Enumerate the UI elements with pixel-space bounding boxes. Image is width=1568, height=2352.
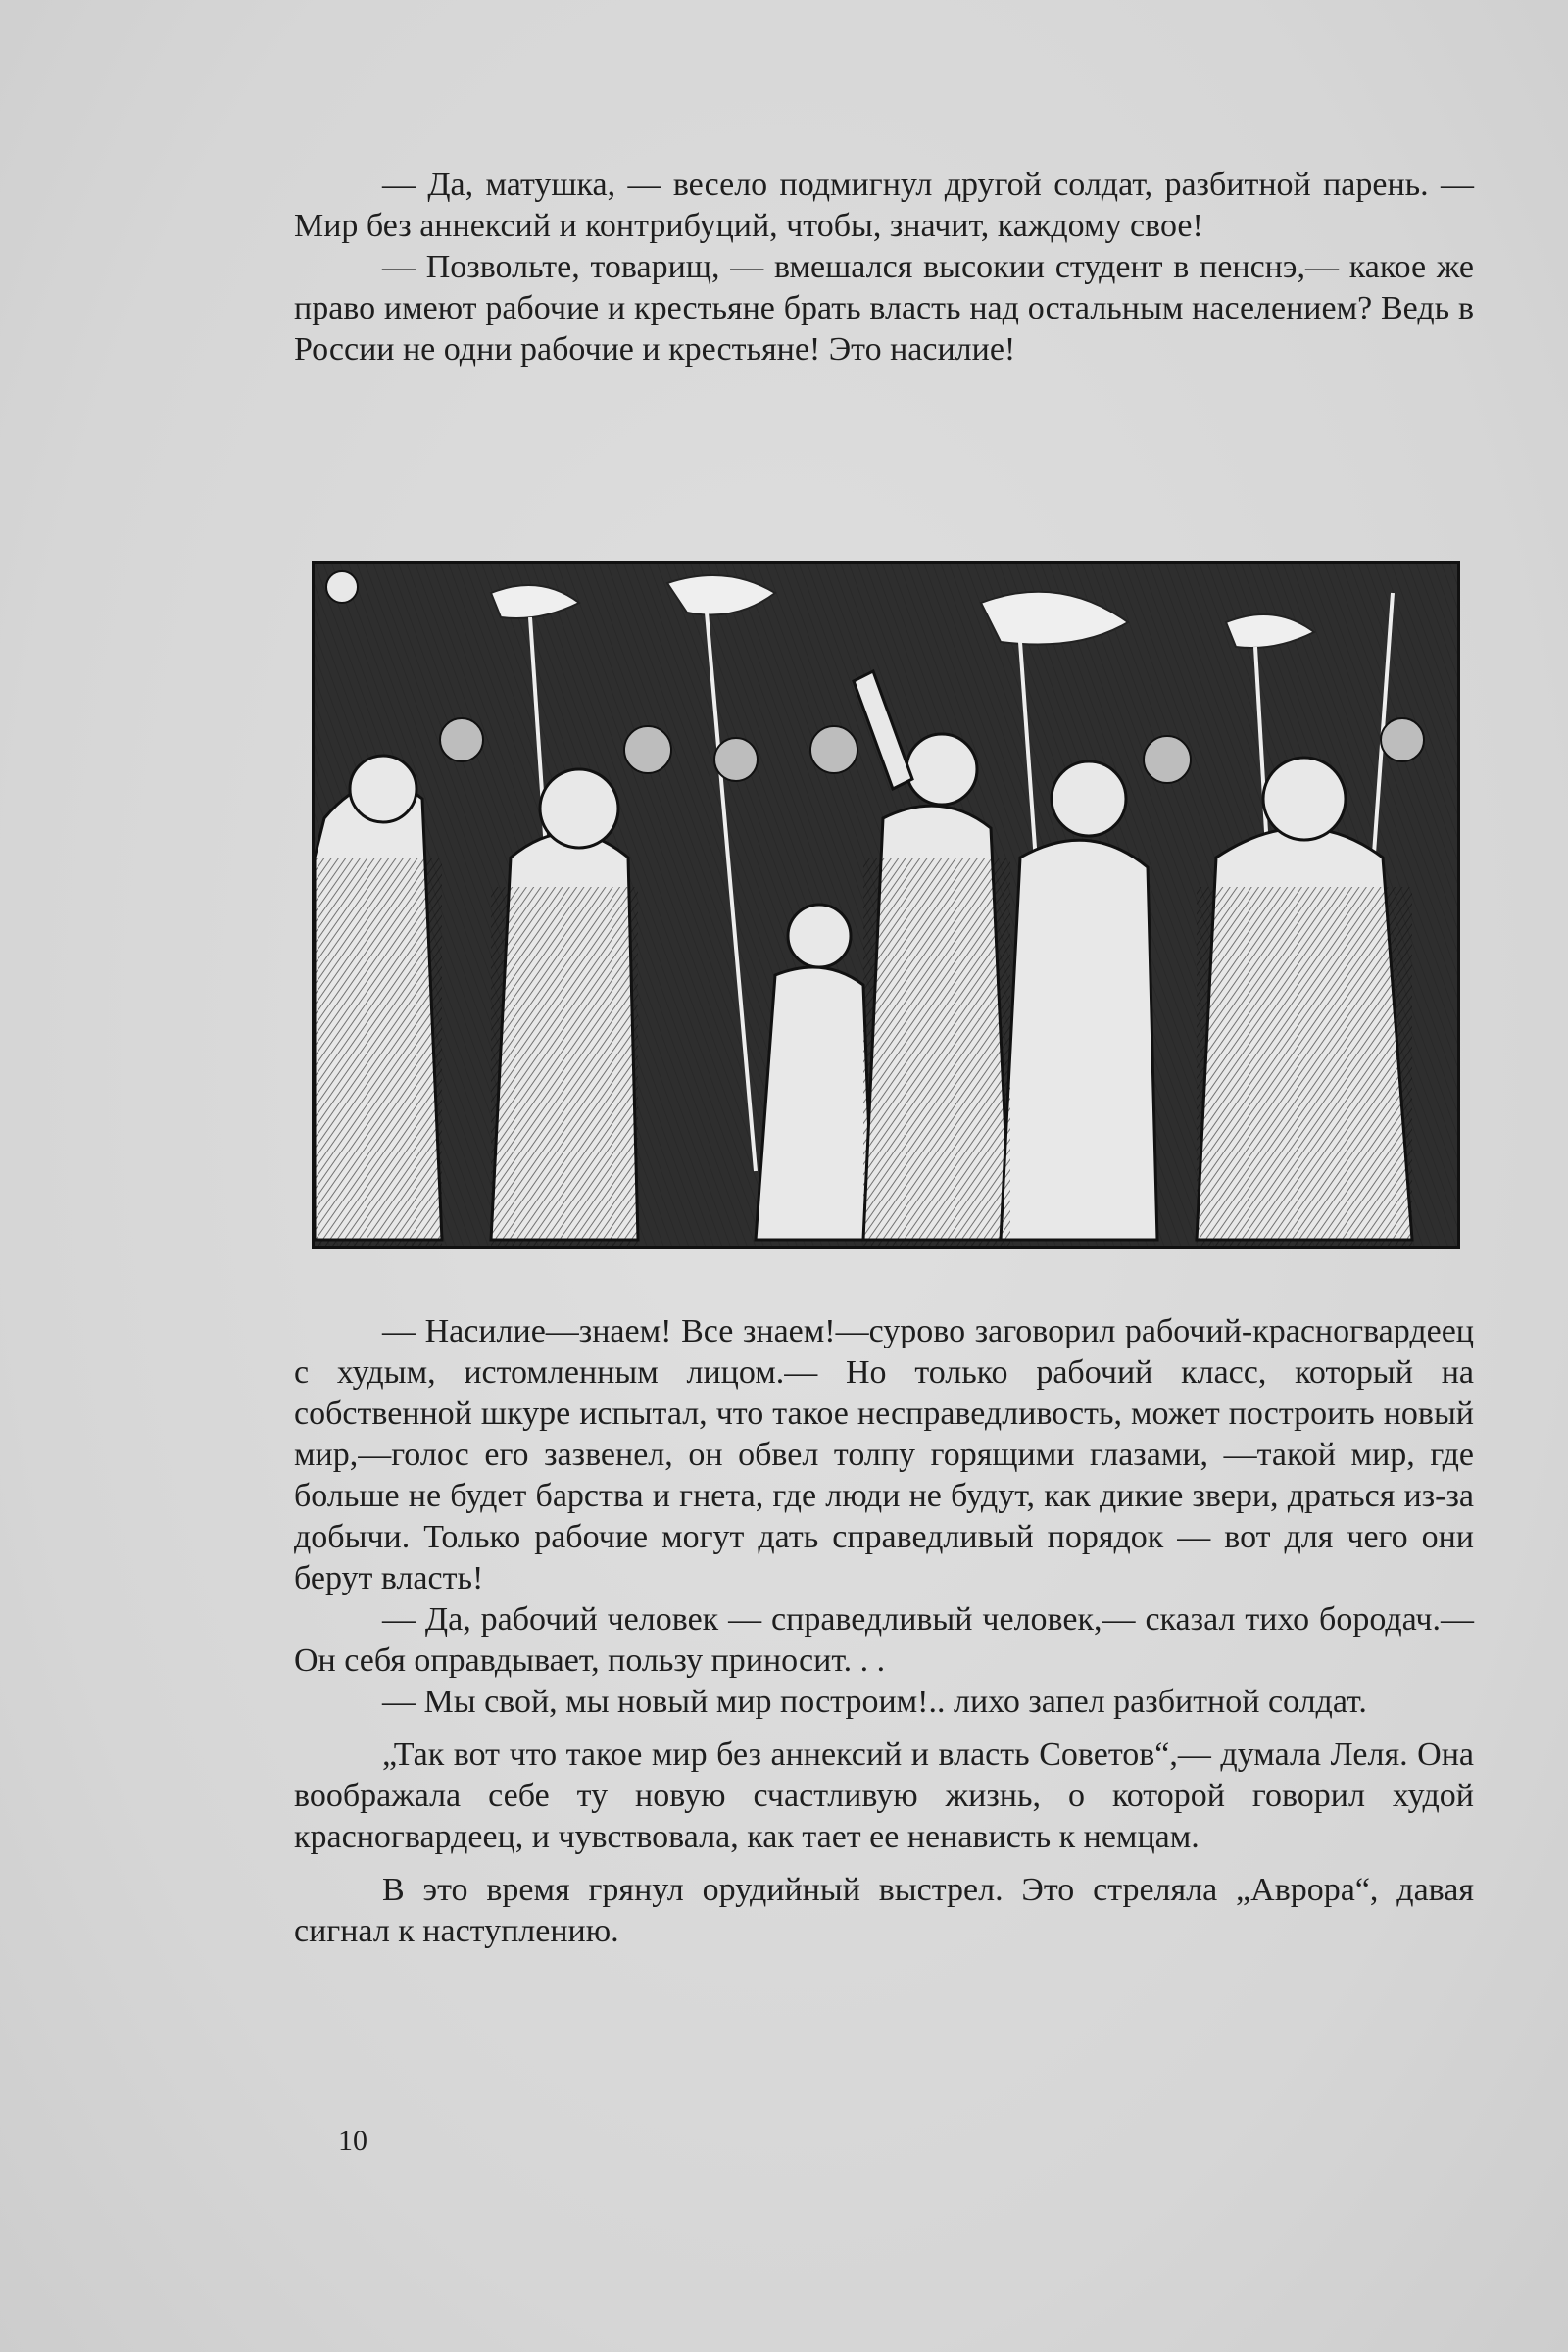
paragraph: — Мы свой, мы новый мир построим!.. лихо запел разбитной солдат. — [382, 1684, 1367, 1720]
paragraph: — Позвольте, товарищ, — вмешался высокии студент в пенснэ,— какое же право имеют рабочие и крестьяне брать власть над остальным населением? Ведь в России не одни рабочие и крестьяне! Это насилие! — [294, 249, 1474, 368]
paragraph: „Так вот что такое мир без аннексий и власть Советов“,— думала Леля. Она воображала себе ту новую счастливую жизнь, о которой говорил худой красногвардеец, и чувствовала, как тает ее ненависть к немцам. — [294, 1737, 1474, 1855]
paragraph: В это время грянул орудийный выстрел. Это стреляла „Аврора“, давая сигнал к наступлению. — [294, 1872, 1474, 1949]
text-block-bottom — [294, 1311, 1474, 1952]
text-block-top — [294, 165, 1474, 370]
illustration — [312, 561, 1460, 1249]
paragraph: — Да, рабочий человек — справедливый человек,— сказал тихо бородач.— Он себя оправдывает, пользу приносит. . . — [294, 1601, 1474, 1679]
monogram-icon — [326, 571, 358, 603]
page-number: 10 — [338, 2125, 368, 2157]
paragraph: — Да, матушка, — весело подмигнул другой солдат, разбитной парень. —Мир без аннексий и контрибуций, чтобы, значит, каждому свое! — [294, 167, 1474, 244]
engraving-crowd-with-torches-icon — [315, 564, 1457, 1246]
paragraph: — Насилие—знаем! Все знаем!—сурово заговорил рабочий-красногвардеец с худым, истомленным лицом.— Но только рабочий класс, который на собственной шкуре испытал, что такое несправедливость, может построить новый мир,—голос его зазвенел, он обвел толпу горящими глазами, —такой мир, где больше не будет барства и гнета, где люди не будут, как дикие звери, драться из-за добычи. Только рабочие могут дать справедливый порядок — вот для чего они берут власть! — [294, 1313, 1474, 1596]
